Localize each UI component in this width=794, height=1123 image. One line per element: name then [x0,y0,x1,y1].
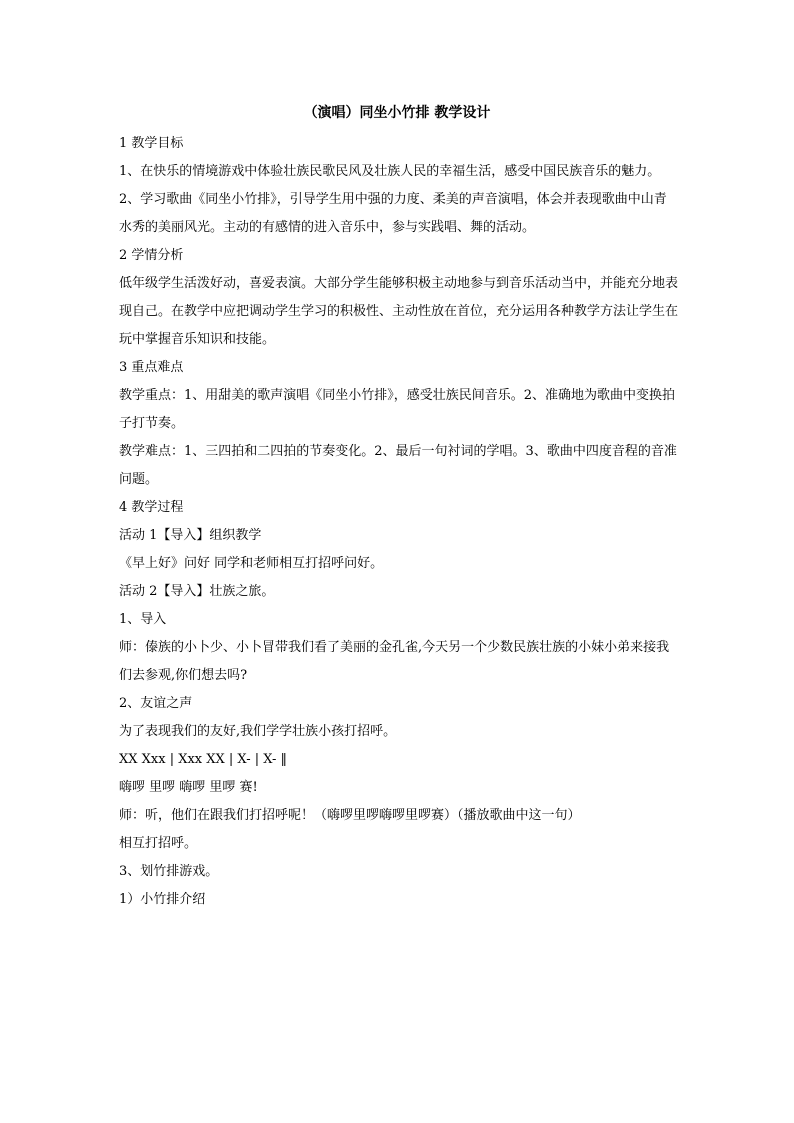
section-heading-key-points: 3 重点难点 [119,360,184,375]
lyrics-line: 嗨啰 里啰 嗨啰 里啰 赛! [119,780,258,795]
rhythm-notation: XX Xxx | Xxx XX | X- | X- ‖ [119,752,288,767]
difficulties-paragraph: 教学难点：1、三四拍和二四拍的节奏变化。2、最后一句衬词的学唱。3、歌曲中四度音程的音准问题。 [119,444,677,487]
step-2-heading: 2、友谊之声 [119,696,193,711]
teacher-greeting-text: 师：听，他们在跟我们打招呼呢！（嗨啰里啰嗨啰里啰赛）（播放歌曲中这一句） [119,808,581,823]
activity-1-heading: 活动 1【导入】组织教学 [119,528,262,543]
step-3-heading: 3、划竹排游戏。 [119,864,219,879]
objective-paragraph-2: 2、学习歌曲《同坐小竹排》，引导学生用中强的力度、柔美的声音演唱，体会并表现歌曲中山青水秀的美丽风光。主动的有感情的进入音乐中，参与实践唱、舞的活动。 [119,192,667,235]
document-title: （演唱）同坐小竹排 教学设计 [303,105,491,121]
key-points-paragraph: 教学重点：1、用甜美的歌声演唱《同坐小竹排》，感受壮族民间音乐。2、准确地为歌曲中变换拍子打节奏。 [119,388,676,431]
mutual-greeting-text: 相互打招呼。 [119,836,198,851]
document-body [119,130,679,914]
section-heading-process: 4 教学过程 [119,500,184,515]
objective-paragraph-1: 1、在快乐的情境游戏中体验壮族民歌民风及壮族人民的幸福生活，感受中国民族音乐的魅力。 [119,164,661,179]
step-1-heading: 1、导入 [119,612,167,627]
analysis-paragraph: 低年级学生活泼好动，喜爱表演。大部分学生能够积极主动地参与到音乐活动当中，并能充分地表现自己。在教学中应把调动学生学习的积极性、主动性放在首位，充分运用各种教学方法让学生在玩中掌握音乐知识和技能。 [119,276,679,347]
teacher-introduction-text: 师：傣族的小卜少、小卜冒带我们看了美丽的金孔雀,今天另一个少数民族壮族的小妹小弟来接我们去参观,你们想去吗? [119,640,670,683]
section-heading-analysis: 2 学情分析 [119,248,184,263]
bamboo-raft-intro-heading: 1）小竹排介绍 [119,892,206,907]
activity-1-text: 《早上好》问好 同学和老师相互打招呼问好。 [119,556,384,571]
friendship-text: 为了表现我们的友好,我们学学壮族小孩打招呼。 [119,724,397,739]
section-heading-objectives: 1 教学目标 [119,136,184,151]
activity-2-heading: 活动 2【导入】壮族之旅。 [119,584,275,599]
